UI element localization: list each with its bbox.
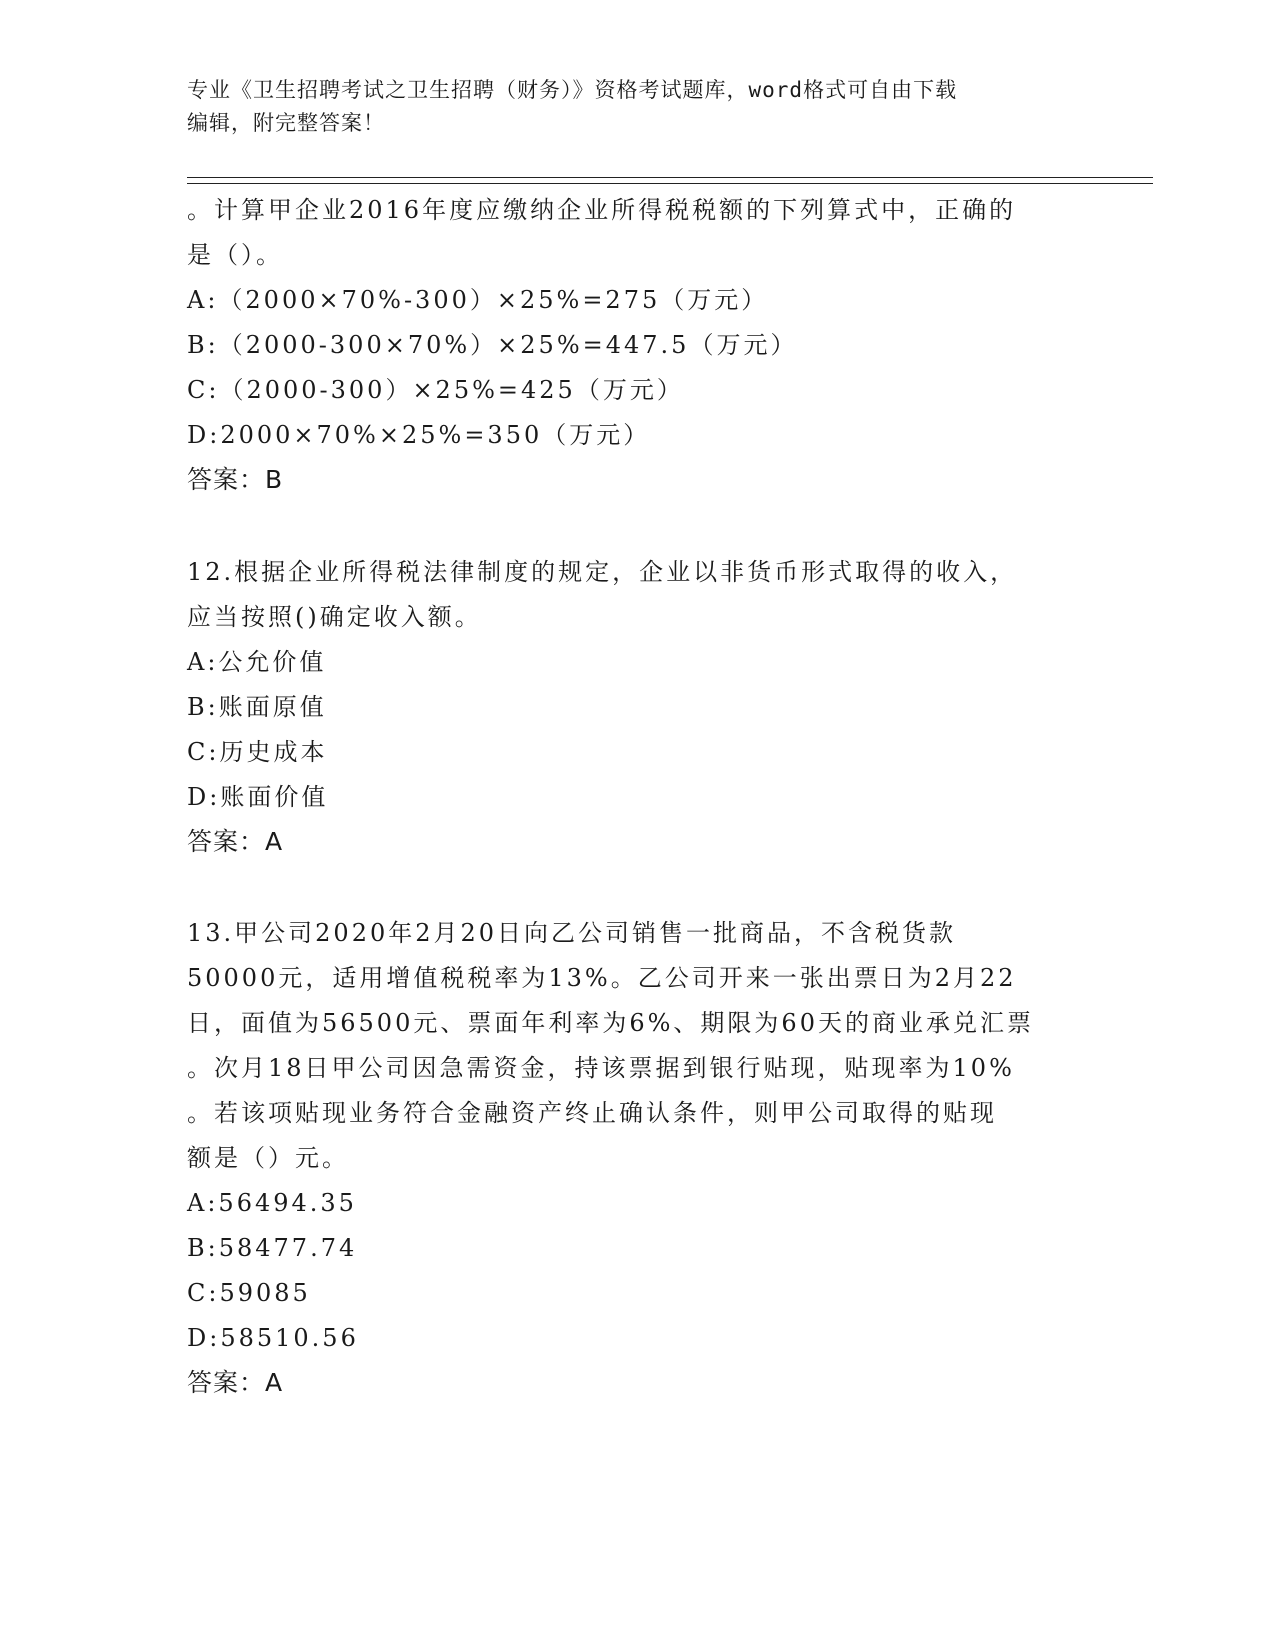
header-line-2: 编辑，附完整答案！ xyxy=(187,111,385,135)
q11-option-d: D:2000×70%×25%=350（万元） xyxy=(187,421,651,449)
q12-stem-line-1: 12.根据企业所得税法律制度的规定，企业以非货币形式取得的收入， xyxy=(187,558,1018,586)
q12-option-b: B:账面原值 xyxy=(187,693,327,721)
q13-option-b: B:58477.74 xyxy=(187,1234,358,1262)
q13-stem-line-2: 50000元，适用增值税税率为13%。乙公司开来一张出票日为2月22 xyxy=(187,964,1017,992)
q11-option-a: A:（2000×70%-300）×25%=275（万元） xyxy=(187,286,769,314)
q13-stem-line-6: 额是（）元。 xyxy=(187,1144,349,1172)
q11-stem-line-2: 是（）。 xyxy=(187,241,283,269)
q12-answer: 答案：A xyxy=(187,827,284,856)
q12-option-c: C:历史成本 xyxy=(187,738,328,766)
q13-option-c: C:59085 xyxy=(187,1279,311,1307)
q12-stem-line-2: 应当按照()确定收入额。 xyxy=(187,603,482,631)
q11-answer: 答案：B xyxy=(187,465,284,494)
q13-stem-line-5: 。若该项贴现业务符合金融资产终止确认条件，则甲公司取得的贴现 xyxy=(187,1099,997,1127)
q11-option-c: C:（2000-300）×25%=425（万元） xyxy=(187,376,684,404)
q13-stem-line-1: 13.甲公司2020年2月20日向乙公司销售一批商品，不含税货款 xyxy=(187,919,957,947)
header-divider-bottom xyxy=(187,183,1153,184)
header-line-1: 专业《卫生招聘考试之卫生招聘（财务）》资格考试题库，word格式可自由下载 xyxy=(187,78,958,102)
q13-answer: 答案：A xyxy=(187,1368,284,1397)
q12-option-a: A:公允价值 xyxy=(187,648,327,676)
q11-stem-line-1: 。计算甲企业2016年度应缴纳企业所得税税额的下列算式中，正确的 xyxy=(187,196,1017,224)
q13-option-a: A:56494.35 xyxy=(187,1189,357,1217)
header-divider-top xyxy=(187,177,1153,178)
q13-stem-line-3: 日，面值为56500元、票面年利率为6%、期限为60天的商业承兑汇票 xyxy=(187,1009,1034,1037)
q13-stem-line-4: 。次月18日甲公司因急需资金，持该票据到银行贴现，贴现率为10% xyxy=(187,1054,1015,1082)
document-header xyxy=(187,74,1077,140)
q13-option-d: D:58510.56 xyxy=(187,1324,359,1352)
q11-option-b: B:（2000-300×70%）×25%=447.5（万元） xyxy=(187,331,798,359)
q12-option-d: D:账面价值 xyxy=(187,783,329,811)
